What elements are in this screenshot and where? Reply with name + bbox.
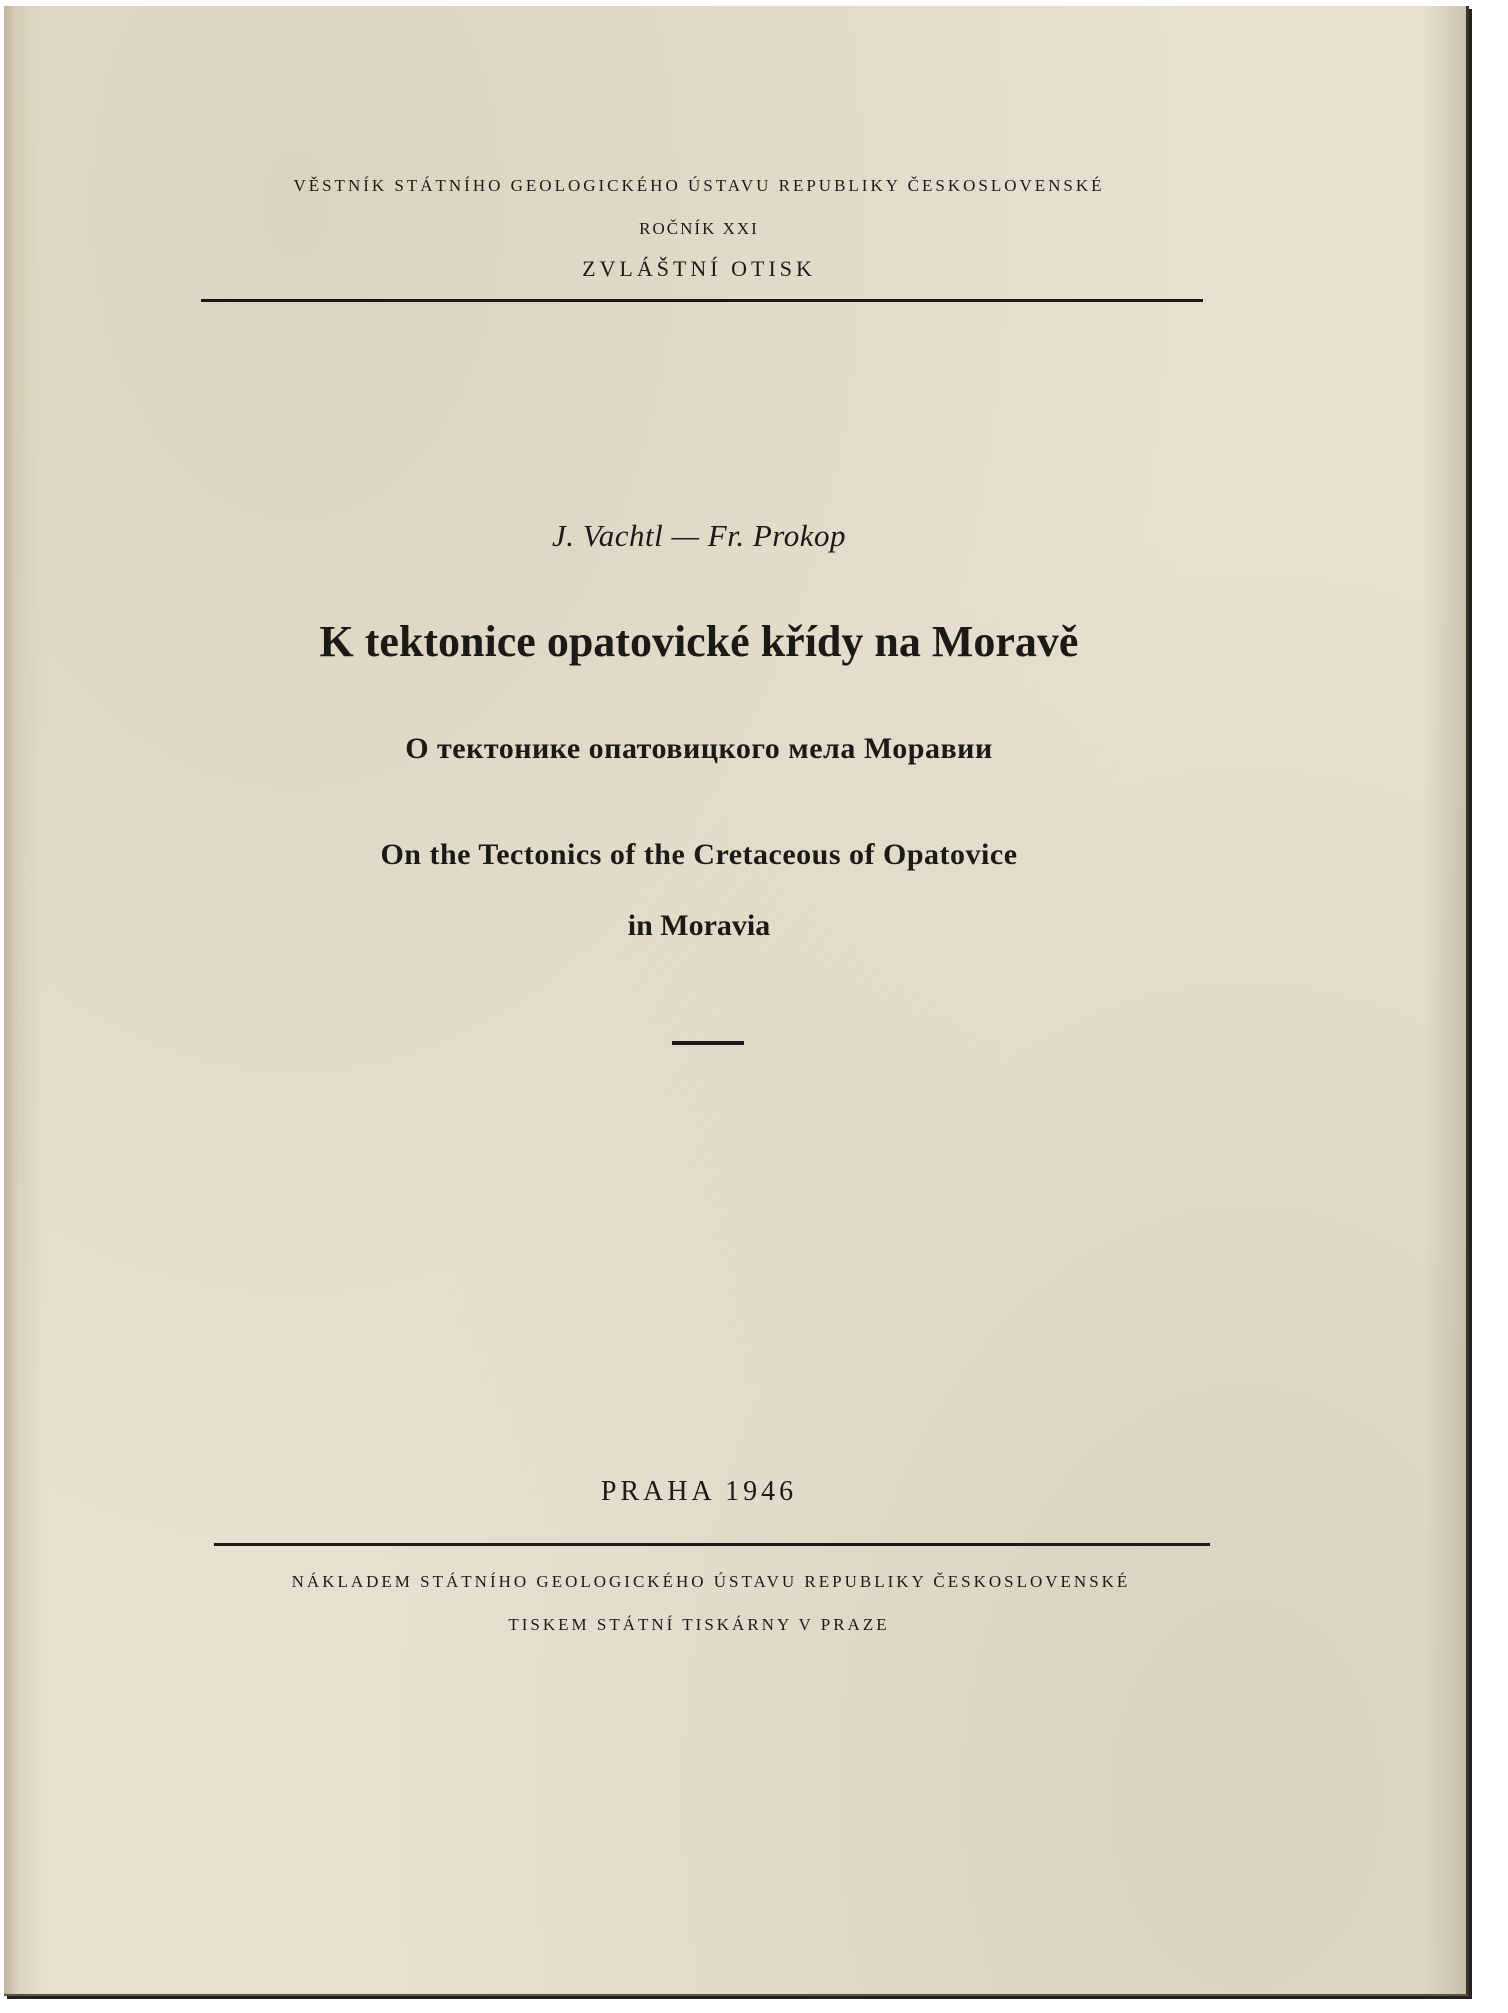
journal-name: VĚSTNÍK STÁTNÍHO GEOLOGICKÉHO ÚSTAVU REPUBLIKY ČESKOSLOVENSKÉ — [293, 176, 1105, 195]
title-czech: K tektonice opatovické křídy na Moravě — [319, 617, 1079, 666]
title-russian: О тектонике опатовицкого мела Моравии — [405, 732, 993, 765]
document-cover — [4, 6, 1469, 1996]
title-english-line-1: On the Tectonics of the Cretaceous of Opatovice — [380, 838, 1018, 871]
publisher-line: NÁKLADEM STÁTNÍHO GEOLOGICKÉHO ÚSTAVU REPUBLIKY ČESKOSLOVENSKÉ — [291, 1572, 1131, 1591]
printer-line: TISKEM STÁTNÍ TISKÁRNY V PRAZE — [508, 1615, 890, 1634]
place-and-year: PRAHA 1946 — [600, 1476, 798, 1507]
title-english-line-2: in Moravia — [627, 909, 771, 942]
footer-divider — [214, 1543, 1210, 1546]
authors: J. Vachtl — Fr. Prokop — [552, 518, 846, 553]
title-short-divider — [672, 1041, 744, 1045]
header-divider — [201, 299, 1203, 302]
reprint-label: ZVLÁŠTNÍ OTISK — [582, 256, 816, 281]
cover-spine-edge — [4, 6, 18, 1994]
volume-number: ROČNÍK XXI — [639, 219, 759, 238]
